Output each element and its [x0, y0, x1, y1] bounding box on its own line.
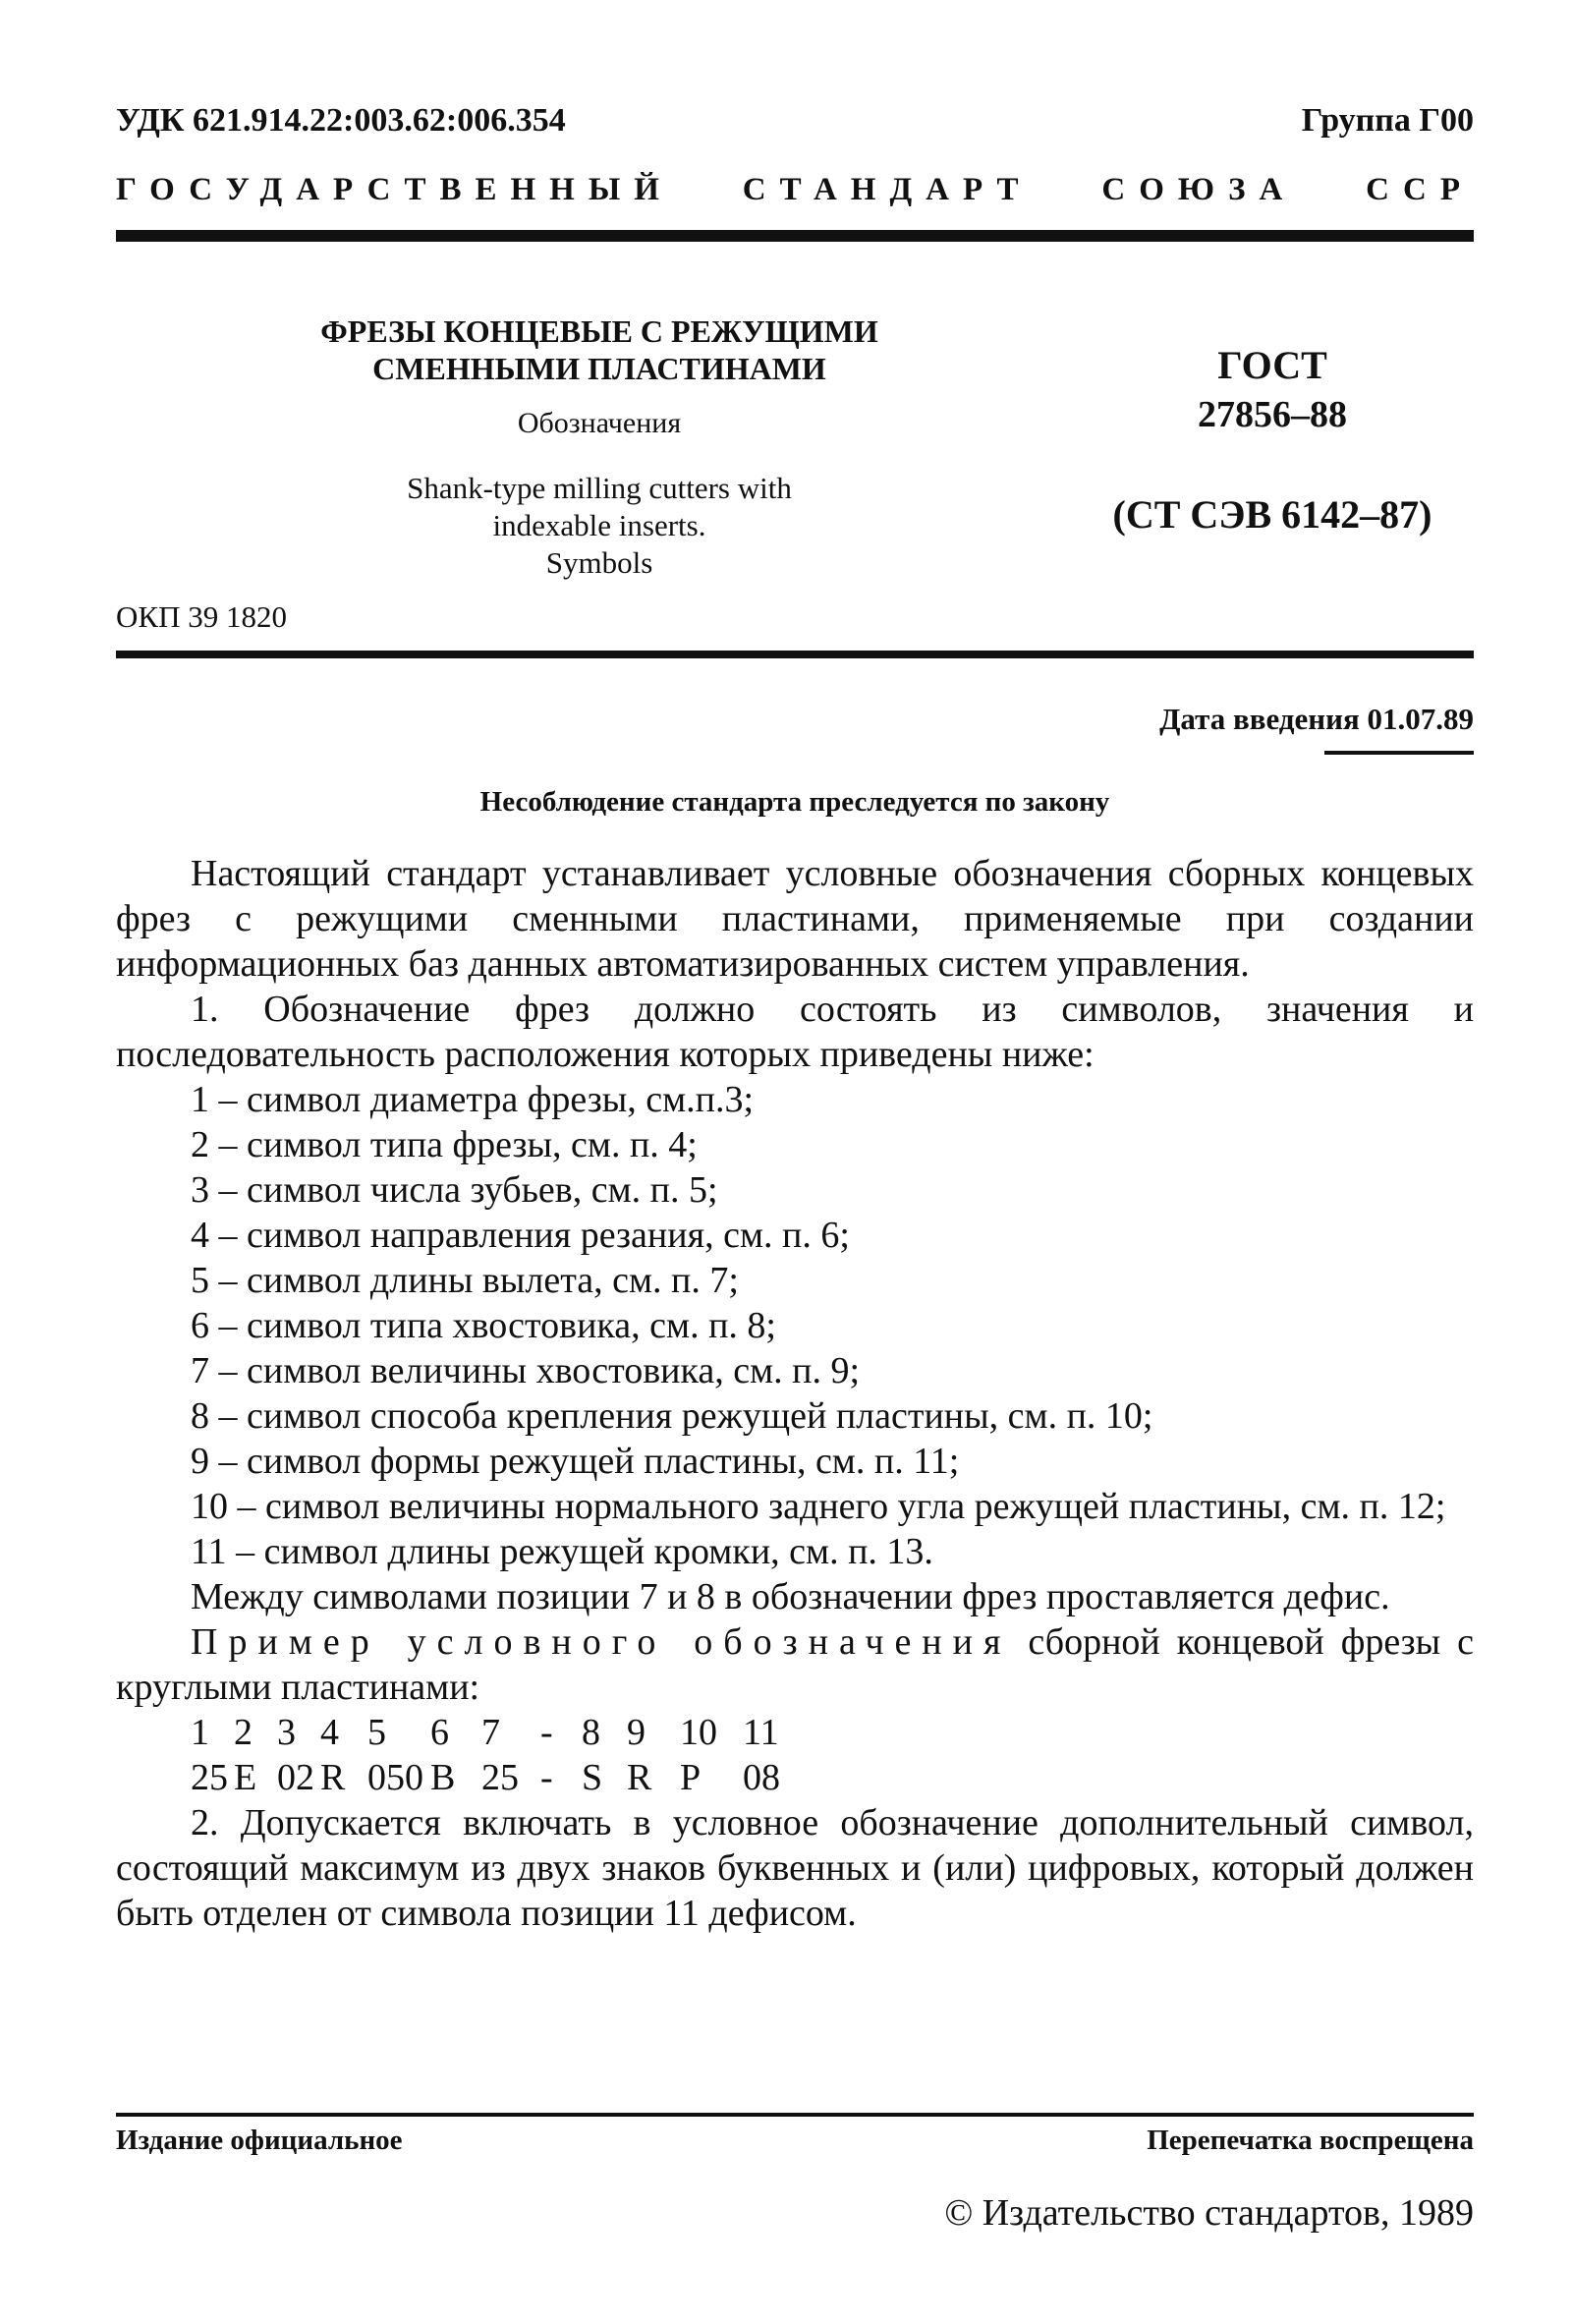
footer-divider — [116, 2113, 1474, 2117]
clause-2: 2. Допускается включать в условное обозначение дополнительный символ, состоящий максимум из двух знаков буквенных и (или) цифровых, который должен быть отделен от символа позиции 11 дефисом. — [116, 1802, 1474, 1934]
okp-code: ОКП 39 1820 — [116, 599, 287, 634]
example-heading-rest: сборной концевой фрезы с круглыми пластинами: — [116, 1621, 1474, 1708]
date-underline — [1324, 751, 1474, 755]
banner-word: СОЮЗА — [1101, 172, 1297, 207]
example-value: P — [680, 1757, 702, 1798]
title-line: СМЕННЫМИ ПЛАСТИНАМИ — [372, 351, 826, 386]
header-divider — [116, 230, 1474, 242]
example-position: 3 — [277, 1712, 296, 1753]
list-item-11: 11 – символ длины режущей кромки, см. п. 13. — [191, 1531, 933, 1572]
list-item: 1 – символ диаметра фрезы, см.п.3; — [191, 1079, 755, 1120]
banner-word: ГОСУДАРСТВЕННЫЙ — [116, 172, 673, 207]
example-value: R — [320, 1757, 346, 1798]
example-value: 02 — [277, 1757, 314, 1798]
sev-reference: (СТ СЭВ 6142–87) — [1112, 492, 1432, 537]
example-value: 25 — [191, 1757, 228, 1798]
english-title-line: indexable inserts. — [492, 508, 706, 542]
example-position: 9 — [627, 1712, 646, 1753]
example-positions-row — [116, 1710, 1474, 1755]
state-standard-banner — [116, 172, 1474, 208]
example-position: 5 — [367, 1712, 386, 1753]
example-position: 1 — [191, 1712, 209, 1753]
title-line: ФРЕЗЫ КОНЦЕВЫЕ С РЕЖУЩИМИ — [320, 313, 878, 349]
example-value: 050 — [367, 1757, 423, 1798]
reprint-notice: Перепечатка воспрещена — [1147, 2125, 1474, 2156]
example-heading — [116, 1619, 1474, 1710]
effective-date: Дата введения 01.07.89 — [1159, 702, 1474, 736]
example-position: 6 — [430, 1712, 449, 1753]
example-values-row — [116, 1755, 1474, 1800]
example-position: - — [540, 1712, 553, 1753]
udk-code: УДК 621.914.22:003.62:006.354 — [116, 102, 566, 139]
list-item: 8 – символ способа крепления режущей пластины, см. п. 10; — [191, 1395, 1153, 1437]
edition-note: Издание официальное — [116, 2125, 403, 2156]
english-title — [295, 470, 904, 582]
intro-paragraph: Настоящий стандарт устанавливает условные обозначения сборных концевых фрез с режущими сменными пластинами, применяемые при создании информационных баз данных автоматизированных систем управления. — [116, 853, 1474, 985]
example-position: 10 — [680, 1712, 717, 1753]
example-value: B — [430, 1757, 456, 1798]
english-title-line: Shank-type milling cutters with — [407, 471, 792, 505]
gost-label: ГОСТ — [1217, 343, 1327, 387]
example-position: 7 — [481, 1712, 500, 1753]
english-title-line: Symbols — [545, 545, 653, 580]
example-value: E — [234, 1757, 257, 1798]
example-value: 25 — [481, 1757, 519, 1798]
banner-word: СТАНДАРТ — [742, 172, 1033, 207]
gost-number: 27856–88 — [1198, 394, 1347, 435]
list-item-10: 10 – символ величины нормального заднего угла режущей пластины, см. п. 12; — [191, 1486, 1446, 1527]
list-item: 9 – символ формы режущей пластины, см. п. 11; — [191, 1441, 960, 1482]
list-item: 5 – символ длины вылета, см. п. 7; — [191, 1260, 739, 1301]
example-value: R — [627, 1757, 652, 1798]
group-code: Группа Г00 — [1301, 102, 1474, 139]
example-position: 2 — [234, 1712, 253, 1753]
example-value: 08 — [743, 1757, 780, 1798]
hyphen-note: Между символами позиции 7 и 8 в обозначении фрез проставляется дефис. — [191, 1576, 1390, 1617]
example-position: 4 — [320, 1712, 339, 1753]
list-item: 6 – символ типа хвостовика, см. п. 8; — [191, 1305, 776, 1346]
list-item: 4 – символ направления резания, см. п. 6; — [191, 1215, 850, 1256]
example-value: - — [540, 1757, 553, 1798]
document-title — [295, 312, 904, 387]
example-position: 8 — [582, 1712, 600, 1753]
example-value: S — [582, 1757, 603, 1798]
document-subtitle: Обозначения — [517, 407, 682, 439]
list-item: 7 – символ величины хвостовика, см. п. 9; — [191, 1350, 861, 1391]
document-body — [116, 851, 1474, 1936]
clause-1: 1. Обозначение фрез должно состоять из символов, значения и последовательность расположения которых приведены ниже: — [116, 989, 1474, 1075]
copyright: © Издательство стандартов, 1989 — [944, 2192, 1474, 2234]
title-divider — [116, 651, 1474, 658]
banner-word: ССР — [1366, 172, 1474, 207]
list-item: 3 – символ числа зубьев, см. п. 5; — [191, 1169, 718, 1211]
example-label: Пример условного обозначения — [191, 1621, 1012, 1663]
example-position: 11 — [743, 1712, 779, 1753]
list-item: 2 – символ типа фрезы, см. п. 4; — [191, 1124, 698, 1165]
law-notice: Несоблюдение стандарта преследуется по закону — [479, 786, 1110, 818]
